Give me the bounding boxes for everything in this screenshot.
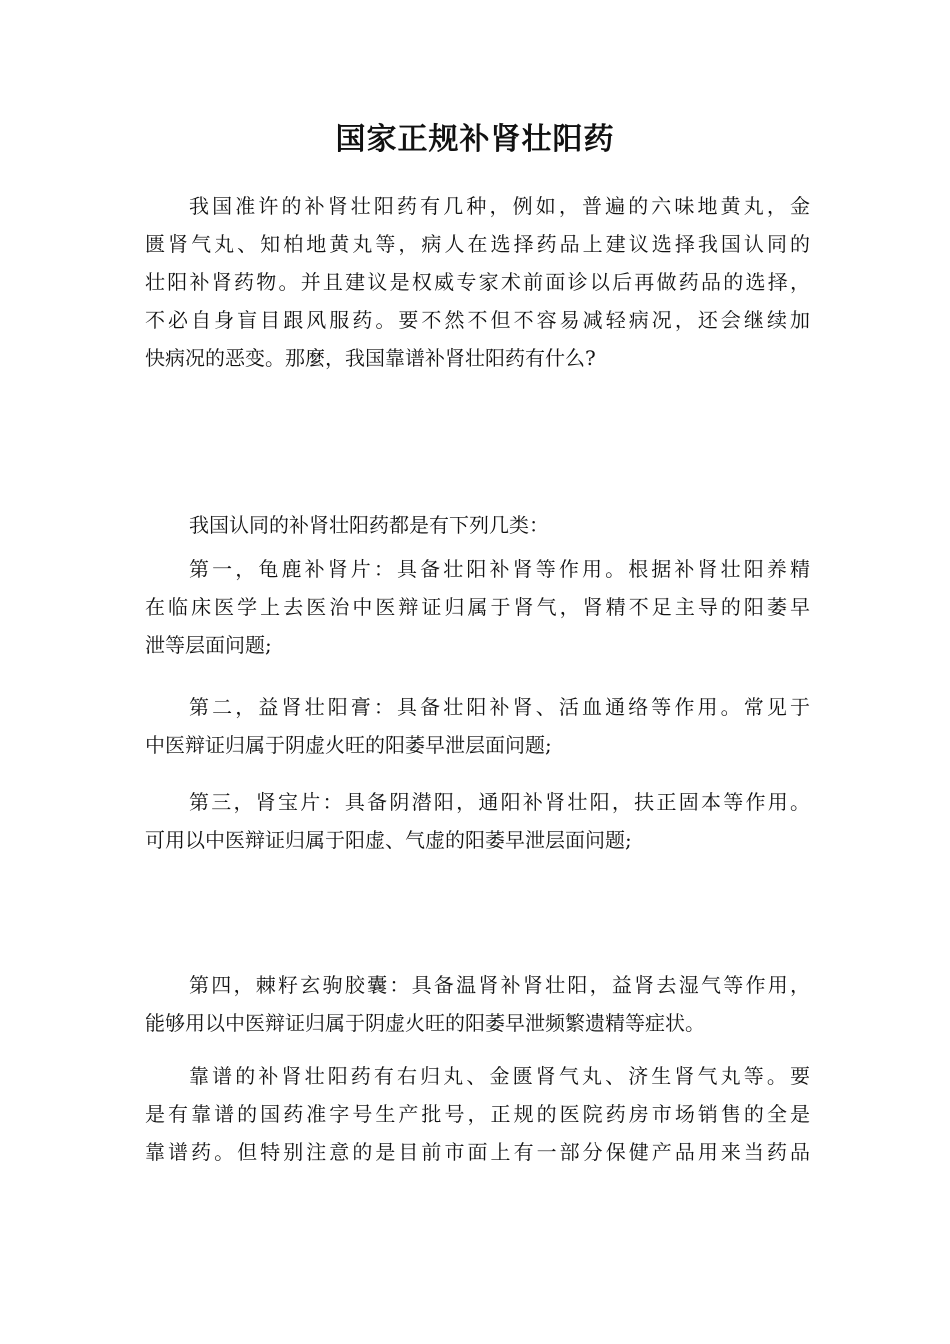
- text-line: 靠谱的补肾壮阳药有右归丸、金匮肾气丸、济生肾气丸等。要: [189, 1064, 810, 1088]
- paragraph-item-2: [145, 688, 810, 764]
- text-line: 靠谱药。但特别注意的是目前市面上有一部分保健产品用来当药品: [145, 1140, 810, 1164]
- text-line: 可用以中医辩证归属于阳虚、气虚的阳萎早泄层面问题;: [145, 828, 632, 852]
- text-line: 我国准许的补肾壮阳药有几种，例如，普遍的六味地黄丸，金: [189, 194, 810, 218]
- text-line: 在临床医学上去医治中医辩证归属于肾气，肾精不足主导的阳萎早: [145, 595, 810, 619]
- paragraph-conclusion: [145, 1057, 810, 1171]
- text-line: 第四，棘籽玄驹胶囊：具备温肾补肾壮阳，益肾去湿气等作用，: [189, 973, 810, 997]
- document-title: 国家正规补肾壮阳药: [335, 122, 615, 157]
- text-line: 我国认同的补肾壮阳药都是有下列几类：: [189, 513, 549, 537]
- text-line: 泄等层面问题;: [145, 633, 272, 657]
- paragraph-intro: [145, 187, 810, 377]
- paragraph-item-4: [145, 966, 810, 1042]
- text-line: 快病况的恶变。那麼，我国靠谱补肾壮阳药有什么?: [145, 346, 596, 370]
- text-line: 匮肾气丸、知柏地黄丸等，病人在选择药品上建议选择我国认同的: [145, 232, 810, 256]
- paragraph-item-1: [145, 550, 810, 664]
- text-line: 中医辩证归属于阴虚火旺的阳萎早泄层面问题;: [145, 733, 552, 757]
- text-line: 壮阳补肾药物。并且建议是权威专家术前面诊以后再做药品的选择，: [145, 270, 810, 294]
- text-line: 第二，益肾壮阳膏：具备壮阳补肾、活血通络等作用。常见于: [189, 695, 810, 719]
- paragraph-list-intro: [145, 506, 810, 544]
- text-line: 第三，肾宝片：具备阴潜阳，通阳补肾壮阳，扶正固本等作用。: [189, 790, 810, 814]
- text-line: 是有靠谱的国药准字号生产批号，正规的医院药房市场销售的全是: [145, 1102, 810, 1126]
- paragraph-item-3: [145, 783, 810, 859]
- text-line: 不必自身盲目跟风服药。要不然不但不容易减轻病况，还会继续加: [145, 308, 810, 332]
- text-line: 能够用以中医辩证归属于阴虚火旺的阳萎早泄频繁遗精等症状。: [145, 1011, 705, 1035]
- text-line: 第一，龟鹿补肾片：具备壮阳补肾等作用。根据补肾壮阳养精: [189, 557, 810, 581]
